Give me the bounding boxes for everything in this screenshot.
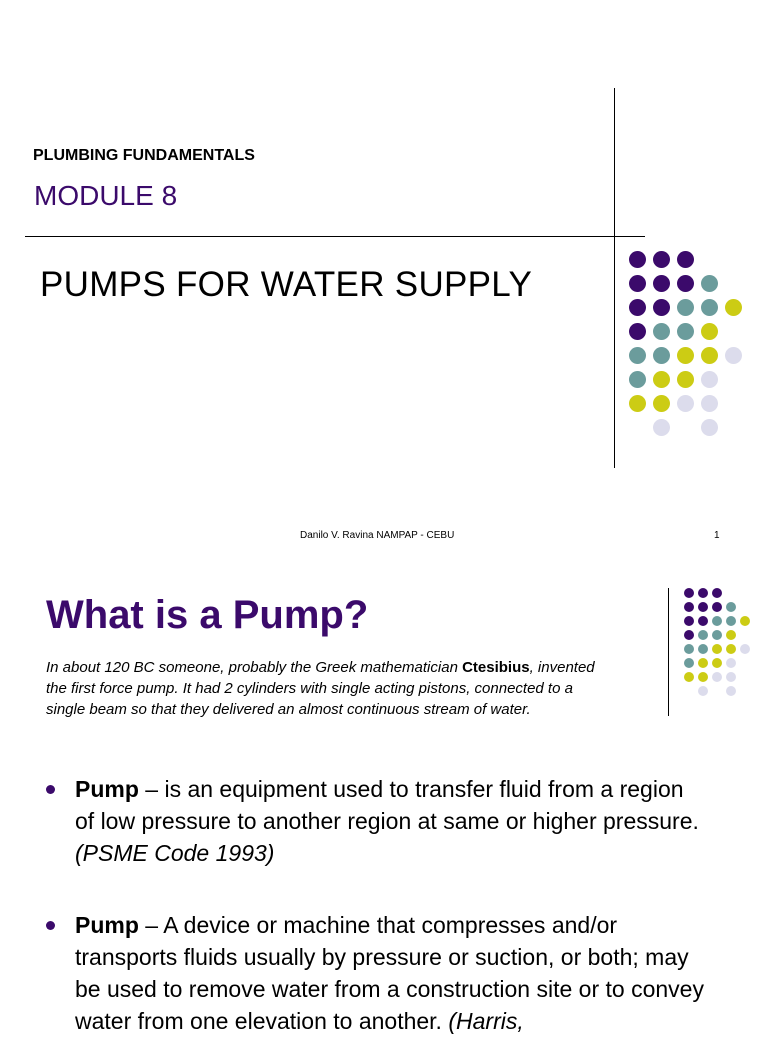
dot-lavender <box>701 419 718 436</box>
dot-purple <box>698 602 708 612</box>
dot-purple <box>712 588 722 598</box>
dot-lavender <box>725 347 742 364</box>
horizontal-divider <box>25 236 645 237</box>
dot-yellow <box>701 347 718 364</box>
bullet-dot-icon <box>46 921 55 930</box>
content-slide <box>0 560 768 1034</box>
dot-teal <box>698 644 708 654</box>
dot-teal <box>726 602 736 612</box>
module-label: MODULE 8 <box>34 180 178 211</box>
dot-lavender <box>740 644 750 654</box>
vertical-divider <box>668 588 669 716</box>
dot-lavender <box>701 395 718 412</box>
dot-lavender <box>712 672 722 682</box>
dot-yellow <box>698 672 708 682</box>
bullet-term: Pump <box>75 776 139 802</box>
dot-teal <box>698 630 708 640</box>
dot-purple <box>712 602 722 612</box>
dot-lavender <box>653 419 670 436</box>
dot-lavender <box>701 371 718 388</box>
dot-purple <box>684 588 694 598</box>
dot-teal <box>684 658 694 668</box>
dot-purple <box>677 251 694 268</box>
dot-purple <box>698 588 708 598</box>
bullet-dot-icon <box>46 785 55 794</box>
dot-teal <box>629 347 646 364</box>
bullet-text: – is an equipment used to transfer fluid from a region of low pressure to another region at same or higher pressure. <box>75 776 699 834</box>
dot-lavender <box>726 686 736 696</box>
slide-title: PUMPS FOR WATER SUPPLY <box>40 265 533 304</box>
dot-yellow <box>653 371 670 388</box>
dot-purple <box>684 630 694 640</box>
dot-teal <box>677 299 694 316</box>
dot-yellow <box>698 658 708 668</box>
dot-purple <box>684 616 694 626</box>
dot-teal <box>712 616 722 626</box>
dot-teal <box>684 644 694 654</box>
intro-text-end: , invented the first force pump. It had 2 cylinders with single acting pistons, connected to a single beam so that they delivered an almost continuous stream of water. <box>46 659 595 718</box>
bullet-item <box>46 773 706 869</box>
dot-purple <box>653 275 670 292</box>
dot-yellow <box>629 395 646 412</box>
dot-yellow <box>677 371 694 388</box>
slide-title: What is a Pump? <box>46 593 369 637</box>
intro-paragraph <box>46 657 616 720</box>
dot-yellow <box>725 299 742 316</box>
dot-teal <box>653 347 670 364</box>
dot-purple <box>629 251 646 268</box>
dot-purple <box>677 275 694 292</box>
vertical-divider <box>614 88 615 468</box>
dot-teal <box>629 371 646 388</box>
bullet-citation: (PSME Code 1993) <box>75 840 275 866</box>
dot-yellow <box>677 347 694 364</box>
dot-lavender <box>726 672 736 682</box>
dot-purple <box>698 616 708 626</box>
bullet-citation: (Harris, <box>448 1008 524 1034</box>
page-number: 1 <box>714 530 720 541</box>
dot-lavender <box>726 658 736 668</box>
dot-purple <box>629 323 646 340</box>
dot-purple <box>629 275 646 292</box>
intro-name: Ctesibius <box>462 659 530 676</box>
dot-yellow <box>684 672 694 682</box>
dot-teal <box>726 616 736 626</box>
dot-purple <box>629 299 646 316</box>
dot-teal <box>712 630 722 640</box>
intro-text: In about 120 BC someone, probably the Greek mathematician <box>46 659 463 676</box>
dot-yellow <box>726 630 736 640</box>
bullet-item <box>46 909 706 1037</box>
slide-footer: Danilo V. Ravina NAMPAP - CEBU <box>300 530 455 541</box>
dot-purple <box>653 299 670 316</box>
dot-lavender <box>677 395 694 412</box>
bullet-term: Pump <box>75 912 139 938</box>
dot-yellow <box>712 658 722 668</box>
dot-purple <box>684 602 694 612</box>
dot-teal <box>677 323 694 340</box>
course-subtitle: PLUMBING FUNDAMENTALS <box>33 147 255 164</box>
dot-lavender <box>698 686 708 696</box>
bullet-text: – A device or machine that compresses and/or transports fluids usually by pressure or suction, or both; may be used to remove water from a construction site or to convey water from one elevation to another. <box>75 912 704 1034</box>
dot-yellow <box>740 616 750 626</box>
dot-teal <box>653 323 670 340</box>
dot-yellow <box>726 644 736 654</box>
dot-purple <box>653 251 670 268</box>
dot-yellow <box>653 395 670 412</box>
dot-yellow <box>712 644 722 654</box>
dot-teal <box>701 299 718 316</box>
dot-yellow <box>701 323 718 340</box>
dot-teal <box>701 275 718 292</box>
